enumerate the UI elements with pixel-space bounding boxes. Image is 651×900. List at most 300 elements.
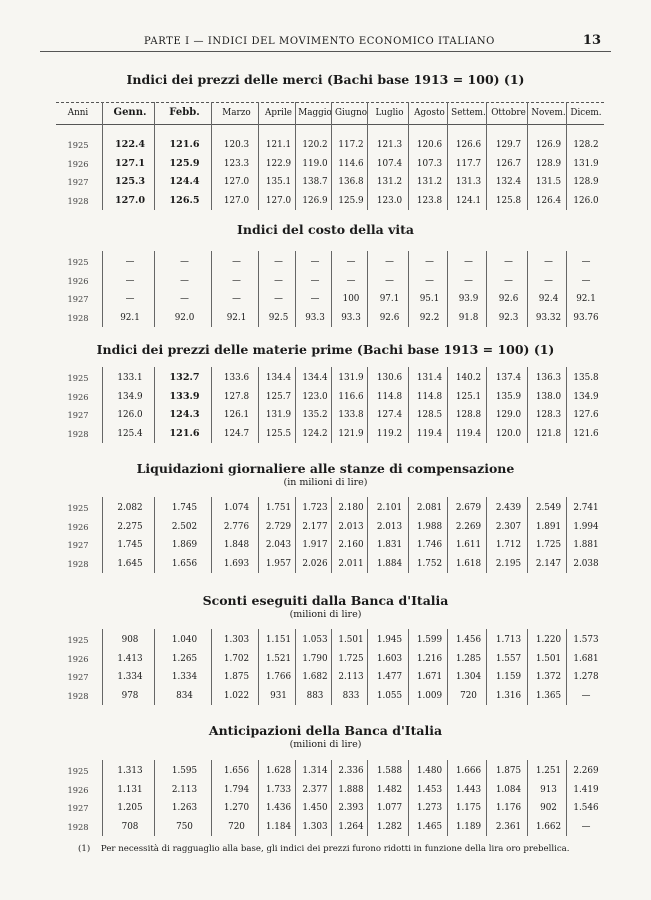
column-header: Novem. (531, 108, 566, 118)
table-cell: — (581, 690, 591, 701)
publication-title: INDICI DEL MOVIMENTO ECONOMICO ITALIANO (207, 36, 495, 47)
table-cell: 1.645 (117, 558, 143, 569)
table-cell: 1.264 (338, 821, 364, 832)
table-row (56, 369, 604, 387)
table-cell: 122.4 (114, 139, 146, 150)
table-cell: 2.377 (302, 784, 328, 795)
table-cell: 1.725 (535, 540, 562, 550)
table-cell: 138.0 (535, 391, 562, 402)
running-head-title (144, 36, 495, 47)
table-cell: 127.0 (114, 194, 146, 206)
table-cell: 1.251 (535, 766, 562, 776)
table-cell: 1.074 (223, 503, 250, 513)
table-cell: — (180, 275, 189, 286)
table-cell: 1.611 (455, 540, 482, 550)
table-cell: 1.365 (535, 690, 562, 701)
table-cell: 124.2 (302, 428, 328, 439)
table-cell: 120.0 (495, 428, 522, 439)
table-cell: 125.9 (169, 157, 200, 169)
table-row (56, 631, 604, 649)
table-cell: 1.875 (223, 672, 250, 682)
table-cell: 125.1 (455, 391, 482, 402)
table-cell: 128.2 (573, 140, 599, 150)
table-cell: — (581, 275, 591, 286)
table-cell: 2.013 (338, 521, 364, 532)
table-cell: 133.8 (338, 410, 364, 420)
table-cell: — (125, 257, 135, 267)
table-cell: 1.988 (416, 521, 443, 532)
table-cell: 833 (342, 690, 360, 701)
table-cell: 1.419 (573, 784, 599, 795)
table-cell: 1.994 (573, 521, 599, 532)
table-cell: 1.712 (495, 540, 522, 550)
column-header: Febb. (169, 107, 200, 118)
table-cell: 1.175 (455, 803, 482, 813)
table-cell: 114.8 (416, 391, 443, 402)
table-cell: 1.263 (171, 803, 198, 813)
table-cell: 125.4 (117, 428, 143, 439)
table-row (56, 687, 604, 705)
table-cell: 93.32 (535, 312, 562, 323)
table-cell: 1.766 (265, 672, 292, 682)
column-header: Marzo (222, 108, 251, 118)
row-year: 1928 (67, 428, 89, 439)
table-cell: 1.480 (416, 766, 443, 776)
table-cell: 135.8 (573, 373, 599, 383)
table-cell: 1.733 (265, 784, 292, 795)
table-cell: 92.3 (498, 312, 519, 323)
table-cell: 135.9 (495, 391, 522, 402)
table-cell: 132.4 (495, 177, 522, 187)
table-cell: 114.6 (338, 158, 364, 169)
table-cell: 131.4 (416, 373, 443, 383)
table-cell: 2.081 (416, 503, 443, 513)
table-cell: 2.195 (495, 558, 522, 569)
table-cell: 128.8 (455, 410, 482, 420)
table-cell: 133.1 (117, 373, 143, 383)
table-cell: 902 (540, 803, 557, 813)
table-cell: 2.679 (455, 503, 482, 513)
table-cell: 1.436 (265, 803, 292, 813)
table-cell: 129.0 (495, 410, 522, 420)
table-cell: — (385, 257, 394, 267)
table-cell: 1.176 (495, 803, 522, 813)
table-cell: 1.521 (265, 653, 292, 664)
column-header: Dicem. (570, 108, 602, 118)
footnote (78, 844, 618, 854)
table-cell: 114.8 (376, 391, 403, 402)
table-cell: 1.884 (376, 558, 403, 569)
table-cell: — (544, 257, 553, 267)
table-cell: — (385, 275, 394, 286)
table-cell: 127.8 (223, 391, 250, 402)
part-dash: — (193, 36, 205, 47)
row-year: 1927 (67, 803, 89, 813)
table-cell: 1.303 (302, 821, 328, 832)
column-header: Agosto (414, 108, 445, 118)
table-cell: 1.216 (416, 653, 443, 664)
table-cell: 1.713 (495, 635, 522, 645)
table-cell: 1.693 (223, 558, 250, 569)
table-cell: 2.043 (265, 540, 292, 550)
section-title: Indici del costo della vita (237, 222, 414, 237)
table-cell: 127.1 (114, 157, 146, 169)
table-cell: 136.8 (338, 177, 364, 187)
table-cell: 2.011 (338, 558, 364, 569)
table-cell: 119.0 (302, 158, 328, 169)
table-cell: 117.2 (338, 140, 364, 150)
table-row (56, 253, 604, 271)
table-cell: 1.151 (265, 635, 292, 645)
table-cell: 2.361 (495, 821, 522, 832)
table-cell: 126.7 (495, 158, 522, 169)
table-cell: 125.9 (338, 195, 364, 206)
row-year: 1928 (67, 312, 89, 323)
table-row (56, 668, 604, 686)
table-row (56, 406, 604, 424)
table-cell: 133.9 (169, 390, 200, 402)
table-cell: 1.372 (535, 672, 562, 682)
table-cell: 121.6 (169, 427, 200, 439)
table-cell: — (180, 294, 189, 304)
table-cell: 120.2 (302, 140, 328, 150)
table-cell: 128.3 (535, 410, 562, 420)
table-cell: 127.0 (223, 195, 250, 206)
table-cell: 121.6 (169, 139, 200, 150)
row-year: 1925 (67, 373, 89, 383)
table-cell: 1.702 (223, 653, 250, 664)
table-cell: 1.453 (416, 784, 443, 795)
table-cell: 91.8 (458, 312, 479, 323)
table-row (56, 425, 604, 443)
table-cell: 121.1 (265, 140, 292, 150)
table-cell: 1.413 (117, 653, 143, 664)
column-header: Aprile (264, 108, 293, 118)
table-row (56, 762, 604, 780)
table-cell: 1.891 (535, 521, 562, 532)
table-cell: 134.4 (265, 373, 292, 383)
row-year: 1926 (67, 521, 89, 532)
table-cell: 1.278 (573, 672, 599, 682)
table-cell: 750 (176, 821, 193, 832)
table-row (56, 650, 604, 668)
table-cell: 1.831 (376, 540, 403, 550)
table-cell: 2.013 (376, 521, 403, 532)
table-cell: 931 (270, 690, 287, 701)
table-cell: 119.4 (416, 428, 443, 439)
table-cell: 126.0 (573, 195, 599, 206)
table-row (56, 309, 604, 327)
section-title: Sconti eseguiti dalla Banca d'Italia (202, 593, 449, 608)
part-label: PARTE I (144, 36, 190, 47)
table-cell: 1.282 (376, 821, 403, 832)
table-cell: 92.5 (268, 312, 289, 323)
table-cell: 2.776 (223, 521, 250, 532)
table-cell: 1.875 (495, 766, 522, 776)
table-cell: 1.573 (573, 635, 599, 645)
table-cell: 2.729 (265, 521, 292, 532)
table-cell: 883 (306, 690, 324, 701)
table-cell: 93.3 (305, 312, 325, 323)
table-cell: 125.7 (265, 391, 292, 402)
table-cell: 2.269 (455, 521, 482, 532)
table-cell: 1.270 (223, 803, 250, 813)
table-cell: 1.595 (171, 766, 198, 776)
table-cell: 1.745 (171, 503, 198, 513)
table-cell: 124.1 (455, 195, 482, 206)
table-cell: 123.3 (223, 158, 250, 169)
table-cell: 2.147 (535, 558, 562, 569)
table-cell: 121.9 (338, 428, 364, 439)
table-cell: 1.751 (265, 503, 292, 513)
table-cell: — (581, 257, 591, 267)
table-cell: 2.082 (117, 503, 143, 513)
table-row (56, 499, 604, 517)
table-cell: 92.2 (419, 312, 440, 323)
table-cell: 92.0 (174, 312, 195, 323)
table-row (56, 272, 604, 290)
table-cell: 1.745 (117, 540, 143, 550)
table-cell: 93.3 (341, 312, 361, 323)
table-cell: 1.723 (302, 503, 328, 513)
table-cell: 92.6 (498, 294, 519, 304)
row-year: 1925 (67, 503, 89, 513)
table-cell: 134.9 (573, 391, 599, 402)
table-cell: 1.273 (416, 803, 443, 813)
row-year: 1928 (67, 558, 89, 569)
table-row (56, 388, 604, 406)
table-cell: 1.603 (376, 653, 403, 664)
table-row (56, 155, 604, 173)
table-cell: 123.8 (416, 195, 443, 206)
table-cell: 126.0 (117, 410, 143, 420)
table-row (56, 555, 604, 573)
row-year: 1927 (67, 672, 89, 682)
table-cell: — (425, 257, 434, 267)
row-year: 1926 (67, 158, 89, 169)
table-cell: 720 (460, 690, 477, 701)
section-title: Indici dei prezzi delle materie prime (Bachi base 1913 = 100) (1) (96, 342, 555, 357)
table-cell: 2.439 (495, 503, 522, 513)
table-cell: 92.1 (576, 294, 596, 304)
table-cell: 1.084 (495, 784, 522, 795)
table-cell: 1.482 (376, 784, 403, 795)
table-cell: 95.1 (419, 294, 440, 304)
table-cell: 120.3 (223, 140, 250, 150)
table-cell: — (274, 257, 283, 267)
table-cell: 2.549 (535, 503, 562, 513)
table-cell: 131.2 (416, 177, 443, 187)
table-cell: 92.1 (226, 312, 247, 323)
table-cell: 1.666 (455, 766, 482, 776)
table-cell: — (125, 294, 135, 304)
table-cell: 1.881 (573, 540, 599, 550)
column-header: Luglio (375, 108, 404, 118)
table-cell: 1.848 (223, 540, 250, 550)
table-cell: 100 (342, 294, 360, 304)
table-cell: 1.077 (376, 803, 403, 813)
table-cell: — (425, 275, 434, 286)
table-cell: 127.0 (223, 177, 250, 187)
table-cell: 121.8 (535, 428, 562, 439)
row-year: 1925 (67, 257, 89, 267)
table-cell: 1.313 (117, 766, 143, 776)
table-cell: — (346, 275, 356, 286)
table-cell: 107.3 (416, 158, 443, 169)
section-subtitle: (milioni di lire) (289, 739, 362, 750)
table-cell: 129.7 (495, 140, 522, 150)
table-cell: 1.055 (376, 690, 403, 701)
table-cell: 126.6 (455, 140, 482, 150)
table-cell: 120.6 (416, 140, 443, 150)
table-cell: 834 (176, 690, 193, 701)
table-cell: 1.443 (455, 784, 482, 795)
table-cell: — (346, 257, 356, 267)
running-head (40, 33, 611, 52)
section-title: Anticipazioni della Banca d'Italia (208, 723, 443, 738)
table-cell: 128.9 (573, 177, 599, 187)
table-row (56, 781, 604, 799)
table-cell: 132.7 (169, 372, 200, 383)
table-cell: 134.4 (302, 373, 328, 383)
table-cell: 1.662 (535, 821, 562, 832)
table-cell: 119.4 (455, 428, 482, 439)
column-header: Giugno (334, 108, 368, 118)
table-cell: 2.026 (302, 558, 328, 569)
table-cell: 908 (121, 635, 139, 645)
table-cell: 1.501 (535, 653, 562, 664)
table-cell: 121.6 (573, 428, 599, 439)
table-cell: 1.334 (171, 672, 198, 682)
table-cell: 125.3 (114, 176, 146, 187)
row-year: 1926 (67, 275, 89, 286)
table-cell: — (464, 257, 473, 267)
table-cell: 1.220 (535, 635, 562, 645)
table-cell: 124.4 (169, 176, 200, 187)
table-cell: 124.3 (169, 409, 200, 420)
running-head-rule (40, 51, 611, 52)
table-cell: 1.285 (455, 653, 482, 664)
table-cell: 137.4 (495, 373, 522, 383)
table-cell: 1.501 (338, 635, 364, 645)
table-cell: 1.159 (495, 672, 522, 682)
table-cell: 1.599 (416, 635, 443, 645)
table-cell: 131.9 (338, 373, 364, 383)
column-header: Genn. (113, 107, 147, 118)
table-cell: 133.6 (223, 373, 250, 383)
table-cell: 2.038 (573, 558, 599, 569)
footnote-text: Per necessità di ragguaglio alla base, gli indici dei prezzi furono ridotti in funzione della lira oro prebellica. (100, 844, 570, 854)
table-cell: 124.7 (223, 428, 250, 439)
row-year: 1928 (67, 195, 89, 206)
table-cell: 2.336 (338, 766, 364, 776)
table-cell: 138.7 (302, 177, 328, 187)
column-header: Maggio (298, 108, 332, 118)
row-year: 1925 (67, 140, 89, 150)
table-cell: 1.009 (416, 690, 443, 701)
table-cell: 140.2 (455, 373, 482, 383)
table-cell: 1.656 (223, 766, 250, 776)
table-cell: 93.9 (458, 294, 479, 304)
table-cell: 122.9 (265, 158, 292, 169)
section-title: Indici dei prezzi delle merci (Bachi base 1913 = 100) (1) (126, 72, 525, 87)
table-cell: 2.307 (495, 521, 522, 532)
section-subtitle: (milioni di lire) (289, 609, 362, 620)
table-cell: 1.546 (573, 803, 599, 813)
table-cell: 131.9 (573, 158, 599, 169)
table-cell: 1.681 (573, 653, 599, 664)
table-cell: 1.131 (117, 784, 143, 795)
section-title: Liquidazioni giornaliere alle stanze di compensazione (136, 461, 515, 476)
table-cell: 2.177 (302, 521, 328, 532)
table-cell: 1.304 (455, 672, 482, 682)
table-cell: 126.1 (223, 410, 250, 420)
table-cell: 1.557 (495, 653, 522, 664)
table-cell: 2.741 (573, 503, 599, 513)
row-year: 1925 (67, 766, 89, 776)
row-year: 1926 (67, 784, 89, 795)
table-cell: 1.682 (302, 672, 328, 682)
table-cell: 135.2 (302, 410, 328, 420)
table-row (56, 192, 604, 210)
table-cell: — (274, 294, 283, 304)
row-year: 1926 (67, 391, 89, 402)
table-cell: 1.334 (117, 672, 143, 682)
table-cell: 1.917 (302, 540, 328, 550)
table-cell: 131.2 (376, 177, 403, 187)
table-cell: 1.040 (171, 635, 198, 645)
table-cell: — (125, 275, 135, 286)
table-cell: 128.9 (535, 158, 562, 169)
table-cell: 116.6 (338, 391, 364, 402)
table-cell: 1.184 (265, 821, 292, 832)
table-cell: 1.628 (265, 766, 292, 776)
table-cell: 117.7 (455, 158, 482, 169)
table-cell: 1.588 (376, 766, 403, 776)
row-year: 1925 (67, 635, 89, 645)
table-cell: 1.888 (338, 784, 364, 795)
table-cell: 2.113 (171, 784, 198, 795)
table-cell: 130.6 (376, 373, 403, 383)
table-cell: 127.0 (265, 195, 292, 206)
table-cell: 119.2 (376, 428, 403, 439)
column-header: Ottobre (491, 108, 526, 118)
table-cell: 708 (121, 821, 139, 832)
table-cell: 126.5 (169, 194, 200, 206)
table-cell: 2.275 (117, 521, 143, 532)
table-row (56, 518, 604, 536)
table-cell: 1.656 (171, 558, 198, 569)
row-year: 1928 (67, 690, 89, 701)
table-cell: — (310, 294, 320, 304)
table-cell: 1.477 (376, 672, 403, 682)
table-cell: 125.5 (265, 428, 292, 439)
table-cell: 978 (121, 690, 139, 701)
table-cell: 92.6 (379, 312, 400, 323)
table-cell: 1.465 (416, 821, 443, 832)
table-cell: — (504, 275, 513, 286)
table-cell: — (544, 275, 553, 286)
table-cell: 1.053 (302, 635, 328, 645)
table-cell: 1.671 (416, 672, 443, 682)
table-cell: 134.9 (117, 391, 143, 402)
table-cell: 128.5 (416, 410, 443, 420)
table-cell: 2.160 (338, 540, 364, 550)
table-cell: 1.265 (171, 653, 198, 664)
table-cell: 92.4 (538, 294, 559, 304)
row-year: 1927 (67, 177, 89, 187)
section-subtitle: (in milioni di lire) (283, 477, 368, 488)
